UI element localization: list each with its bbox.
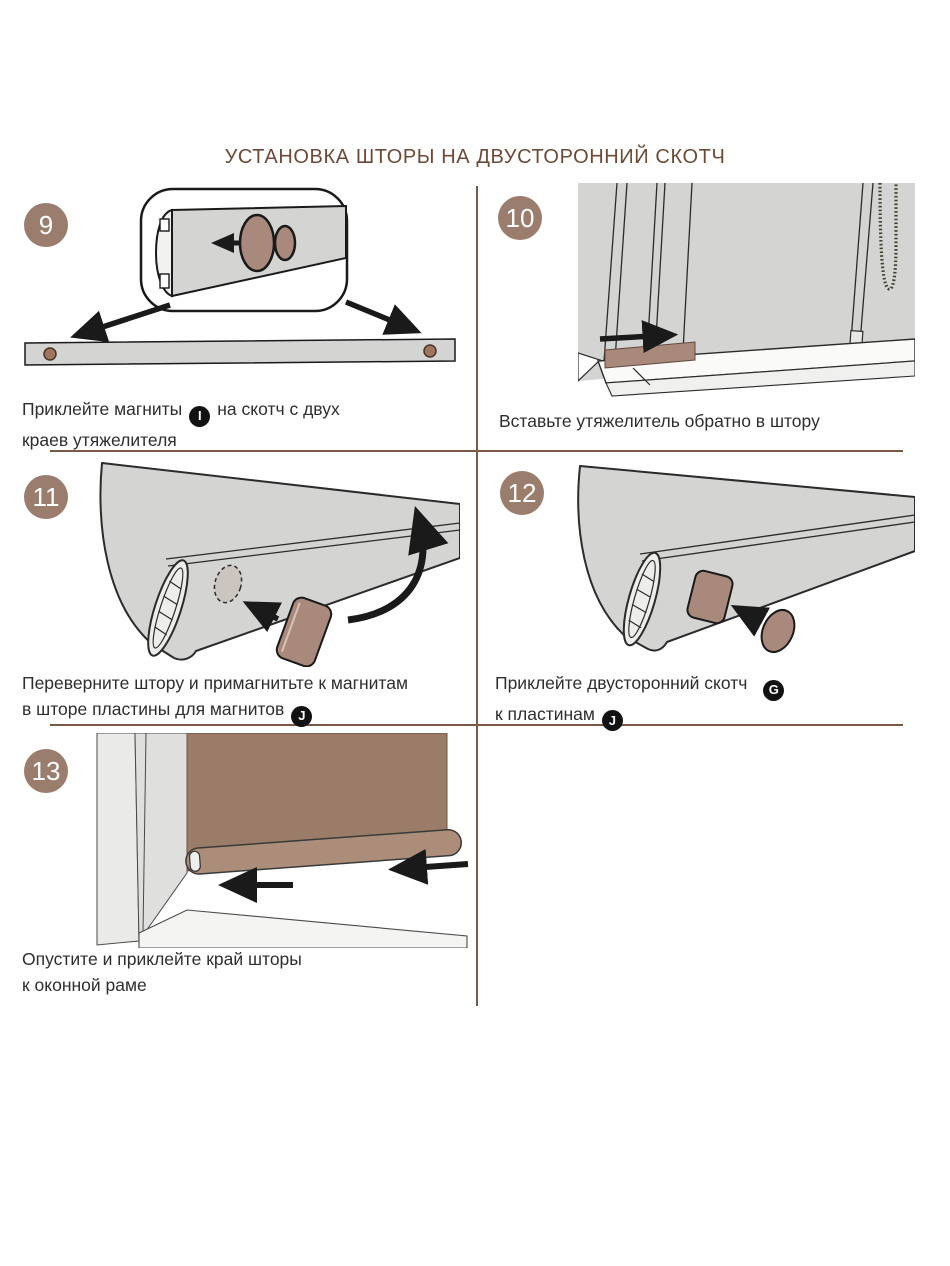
caption-text: Опустите и приклейте край шторы bbox=[22, 949, 302, 969]
weight-bar-full bbox=[25, 339, 455, 365]
magnet-disc-large bbox=[240, 215, 274, 271]
step-12-caption bbox=[495, 670, 925, 731]
step-13-number: 13 bbox=[31, 755, 61, 786]
magnet-right bbox=[424, 345, 436, 357]
step-11-number-badge bbox=[24, 475, 68, 519]
step-10-illustration bbox=[578, 183, 915, 407]
magnet-left bbox=[44, 348, 56, 360]
step-10-number: 10 bbox=[505, 202, 535, 233]
step-11-illustration bbox=[80, 462, 460, 667]
step-10-caption bbox=[499, 408, 929, 434]
roll-endcap bbox=[189, 851, 200, 872]
caption-text: в шторе пластины для магнитов bbox=[22, 699, 285, 719]
part-badge-i: I bbox=[189, 406, 210, 427]
tape-disc bbox=[755, 605, 800, 657]
part-badge-j: J bbox=[602, 710, 623, 731]
step-9-caption bbox=[22, 396, 462, 453]
step-12-number-badge bbox=[500, 471, 544, 515]
pointer-arrow-left bbox=[78, 305, 170, 335]
window-frame bbox=[135, 733, 187, 941]
arrow-left-outer bbox=[397, 864, 468, 869]
part-badge-g: G bbox=[763, 680, 784, 701]
wall-edge bbox=[97, 733, 139, 945]
caption-text: Вставьте утяжелитель обратно в штору bbox=[499, 411, 820, 431]
magnet-disc-small bbox=[275, 226, 295, 260]
step-11-caption bbox=[22, 670, 472, 727]
pointer-arrow-right bbox=[346, 302, 414, 330]
step-13-number-badge bbox=[24, 749, 68, 793]
step-11-number: 11 bbox=[32, 481, 60, 512]
page-title: УСТАНОВКА ШТОРЫ НА ДВУСТОРОННИЙ СКОТЧ bbox=[224, 146, 726, 168]
step-12-number: 12 bbox=[507, 477, 537, 508]
caption-text: к пластинам bbox=[495, 703, 595, 724]
window-sill bbox=[139, 910, 467, 948]
caption-text: Приклейте двусторонний скотч bbox=[495, 673, 748, 693]
step-13-caption bbox=[22, 946, 452, 998]
divider-vertical bbox=[476, 186, 478, 1006]
caption-text: краев утяжелителя bbox=[22, 429, 177, 450]
step-9-number: 9 bbox=[38, 209, 54, 240]
step-10-number-badge bbox=[498, 196, 542, 240]
caption-text: на скотч с двух bbox=[217, 399, 340, 419]
step-13-illustration bbox=[95, 733, 470, 948]
caption-text: Переверните штору и примагнитьте к магнитам bbox=[22, 673, 409, 693]
step-9-illustration bbox=[20, 186, 460, 382]
caption-text: к оконной раме bbox=[22, 975, 147, 995]
step-12-illustration bbox=[560, 465, 915, 665]
part-badge-j: J bbox=[291, 706, 312, 727]
caption-text: Приклейте магниты bbox=[22, 399, 183, 419]
